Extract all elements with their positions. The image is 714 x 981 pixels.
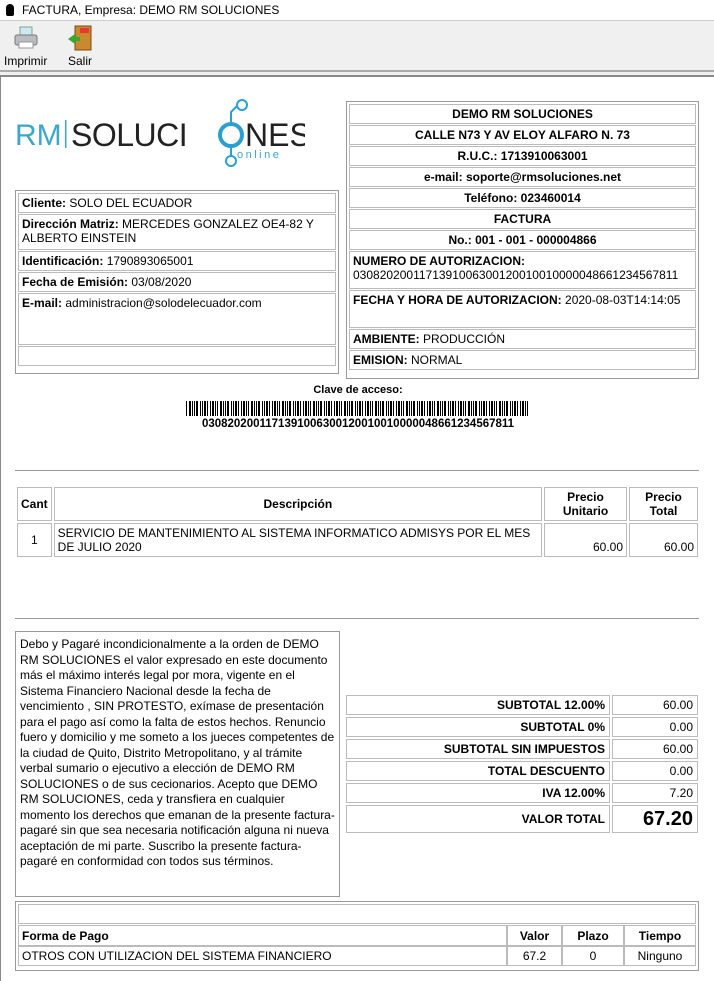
svg-text:NES: NES: [245, 117, 305, 153]
issuer-info: [346, 101, 699, 379]
invoice-number: No.: 001 - 001 - 000004866: [349, 230, 696, 250]
payment-table: Forma de Pago Valor Plazo Tiempo OTROS CON UTILIZACION DEL SISTEMA FINANCIERO 67.2 0 Ninguno: [18, 925, 696, 966]
items-table: [15, 485, 700, 559]
total-label: SUBTOTAL SIN IMPUESTOS: [346, 739, 610, 759]
svg-text:RM: RM: [15, 119, 62, 152]
print-button[interactable]: Imprimir: [4, 25, 47, 68]
totals-row: [346, 717, 698, 737]
exit-door-icon: [66, 25, 94, 51]
issuer-address: CALLE N73 Y AV ELOY ALFARO N. 73: [349, 125, 696, 145]
printer-icon: [12, 25, 40, 51]
company-logo: [15, 97, 305, 170]
svg-text:SOLUCI: SOLUCI: [71, 117, 188, 153]
payment-section: [15, 901, 699, 971]
emission-type: EMISION: NORMAL: [349, 350, 696, 370]
table-row: 1 SERVICIO DE MANTENIMIENTO AL SISTEMA INFORMATICO ADMISYS POR EL MES DE JULIO 2020 60.00 60.00: [17, 523, 698, 557]
svg-text:online: online: [237, 149, 282, 161]
col-precio-unitario: Precio Unitario: [544, 487, 627, 521]
total-value: 0.00: [612, 717, 698, 737]
col-precio-total: Precio Total: [629, 487, 698, 521]
totals-row: [346, 805, 698, 833]
title-bar: [0, 0, 714, 21]
client-email: E-mail: administracion@solodelecuador.com: [18, 293, 336, 345]
environment: AMBIENTE: PRODUCCIÓN: [349, 329, 696, 349]
total-value: 60.00: [612, 695, 698, 715]
issue-date: Fecha de Emisión: 03/08/2020: [18, 272, 336, 292]
access-key-label: Clave de acceso:: [313, 384, 403, 396]
total-label: SUBTOTAL 12.00%: [346, 695, 610, 715]
issuer-name: DEMO RM SOLUCIONES: [349, 104, 696, 124]
divider: [15, 618, 699, 619]
exit-button[interactable]: Salir: [66, 25, 94, 68]
issuer-phone: Teléfono: 023460014: [349, 188, 696, 208]
issuer-email: e-mail: soporte@rmsoluciones.net: [349, 167, 696, 187]
table-row: OTROS CON UTILIZACION DEL SISTEMA FINANCIERO 67.2 0 Ninguno: [18, 946, 696, 966]
barcode-bars: [186, 401, 529, 416]
col-descripcion: Descripción: [54, 487, 542, 521]
issuer-ruc: R.U.C.: 1713910063001: [349, 146, 696, 166]
totals-row: [346, 761, 698, 781]
authorization-date: FECHA Y HORA DE AUTORIZACION: 2020-08-03T14:14:05: [349, 290, 696, 328]
totals-row: [346, 783, 698, 803]
total-label: IVA 12.00%: [346, 783, 610, 803]
totals-table: [344, 693, 700, 835]
toolbar: [0, 21, 714, 72]
total-label: TOTAL DESCUENTO: [346, 761, 610, 781]
pagare-text: Debo y Pagaré incondicionalmente a la orden de DEMO RM SOLUCIONES el valor expresado en este documento más el máximo interés legal por mora, vigente en el Sistema Financiero Nacional desde la fecha de vencimiento , SIN PROTESTO, exímase de presentación para el pago así como la falta de estos hechos. Renuncio fuero y domicilio y me someto a los jueces competentes de la ciudad de Quito, Distrito Metropolitano, y al trámite verbal sumario o ejecutivo a elección de DEMO RM SOLUCIONES o de sus cecionarios. Acepto que DEMO RM SOLUCIONES, ceda y transfiera en cualquier momento los derechos que emanan de la presente factura-pagaré sin que sea necesaria notificación alguna ni nueva aceptación de mi parte. Suscribo la presente factura-pagaré en conformidad con todos sus términos.: [15, 631, 340, 897]
client-name: Cliente: SOLO DEL ECUADOR: [18, 193, 336, 213]
access-key-barcode: [186, 401, 529, 416]
payment-empty-row: [18, 904, 696, 924]
col-cant: Cant: [17, 487, 52, 521]
totals-row: [346, 739, 698, 759]
access-key-number: 0308202001171391006300120010010000048661234567811: [201, 418, 515, 430]
total-label: SUBTOTAL 0%: [346, 717, 610, 737]
invoice-view: [0, 75, 714, 981]
total-value: 60.00: [612, 739, 698, 759]
window-title: FACTURA, Empresa: DEMO RM SOLUCIONES: [22, 3, 280, 17]
client-address: Dirección Matriz: MERCEDES GONZALEZ OE4-82 Y ALBERTO EINSTEIN: [18, 214, 336, 250]
total-value: 7.20: [612, 783, 698, 803]
total-value: 0.00: [612, 761, 698, 781]
total-value: 67.20: [612, 805, 698, 833]
app-icon: [6, 4, 14, 16]
client-info: [15, 190, 339, 374]
total-label: VALOR TOTAL: [346, 805, 610, 833]
totals-row: [346, 695, 698, 715]
client-empty-row: [18, 346, 336, 366]
document-type: FACTURA: [349, 209, 696, 229]
client-id: Identificación: 1790893065001: [18, 251, 336, 271]
divider: [15, 470, 699, 471]
authorization-number: NUMERO DE AUTORIZACION: 0308202001171391006300120010010000048661234567811: [349, 251, 696, 289]
